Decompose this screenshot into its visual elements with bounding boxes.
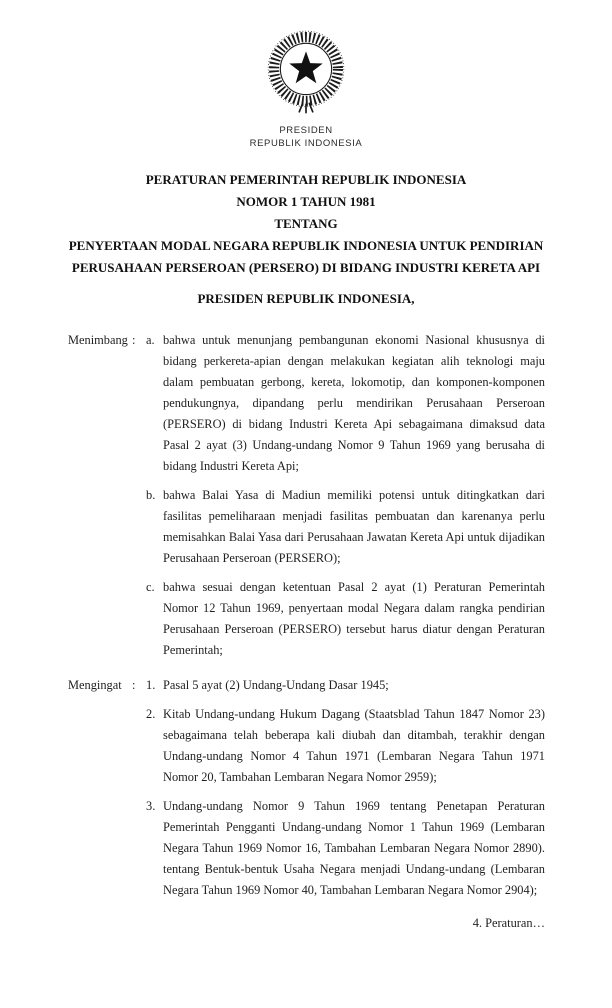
- item-marker: 3.: [146, 799, 156, 813]
- section-separator: :: [132, 333, 136, 347]
- document-header: [0, 30, 612, 150]
- item-marker: 2.: [146, 707, 156, 721]
- title-line-subject-2: PERUSAHAAN PERSEROAN (PERSERO) DI BIDANG INDUSTRI KERETA API: [71, 260, 541, 275]
- item-text: Pasal 5 ayat (2) Undang-Undang Dasar 1945;: [163, 678, 389, 692]
- consideration-item-c: [68, 577, 545, 661]
- item-text: Kitab Undang-undang Hukum Dagang (Staatsblad Tahun 1847 Nomor 23) sebagaimana telah beberapa kali diubah dan ditambah, terakhir dengan Undang-undang Nomor 4 Tahun 1971 (Lembaran Negara Tahun 1971 Nomor 20, Tambahan Lembaran Negara Nomor 2959);: [163, 707, 545, 784]
- document-body: [68, 330, 545, 915]
- item-marker: 1.: [146, 678, 156, 692]
- item-text: bahwa Balai Yasa di Madiun memiliki potensi untuk ditingkatkan dari fasilitas pemeliharaan menjadi fasilitas pembuatan dan karenanya perlu memisahkan Balai Yasa dari Perusahaan Jawatan Kereta Api untuk dijadikan Perusahaan Perseroan (PERSERO);: [163, 488, 545, 565]
- regulation-title: [0, 169, 612, 279]
- wreath-ribbon: [299, 103, 312, 112]
- item-marker: b.: [146, 488, 156, 502]
- section-separator: :: [132, 678, 136, 692]
- colon-spacer: [132, 485, 146, 569]
- item-text: Undang-undang Nomor 9 Tahun 1969 tentang Penetapan Peraturan Pemerintah Pengganti Undang-undang Nomor 1 Tahun 1969 (Lembaran Negara Tahun 1969 Nomor 16, Tambahan Lembaran Negara Nomor 2890). tentang Bentuk-bentuk Usaha Negara menjadi Undang-undang (Lembaran Negara Tahun 1969 Nomor 40, Tambahan Lembaran Negara Nomor 2904);: [163, 799, 545, 897]
- label-spacer: [68, 485, 132, 569]
- label-spacer: [68, 577, 132, 661]
- item-text: bahwa sesuai dengan ketentuan Pasal 2 ayat (1) Peraturan Pemerintah Nomor 12 Tahun 1969, penyertaan modal Negara dalam rangka pendirian Perusahaan Perseroan (PERSERO) tersebut harus diatur dengan Peraturan Pemerintah;: [163, 580, 545, 657]
- consideration-item-b: [68, 485, 545, 569]
- star-icon: [289, 51, 322, 83]
- page-catchword: 4. Peraturan…: [472, 916, 545, 930]
- org-name-line1: PRESIDEN: [279, 125, 333, 136]
- org-name-line2: REPUBLIK INDONESIA: [249, 138, 363, 149]
- item-text: bahwa untuk menunjang pembangunan ekonomi Nasional khususnya di bidang perkereta-apian dengan melakukan kegiatan alih teknologi maju dalam pembuatan gerbong, kereta, lokomotip, dan komponen-komponen pendukungnya, dipandang perlu mendirikan Perusahaan Perseroan (PERSERO) di bidang Industri Kereta Api sebagaimana dimaksud data Pasal 2 ayat (3) Undang-undang Nomor 9 Tahun 1969 yang berusaha di bidang Industri Kereta Api;: [163, 333, 545, 473]
- legal-basis-item-2: [68, 704, 545, 788]
- legal-basis-item-3: [68, 796, 545, 901]
- salutation: PRESIDEN REPUBLIK INDONESIA,: [197, 291, 415, 306]
- presidential-seal-icon: [264, 30, 348, 118]
- consideration-item-a: [68, 330, 545, 477]
- title-line-number: NOMOR 1 TAHUN 1981: [236, 194, 376, 209]
- legal-basis-item-1: [68, 675, 545, 696]
- colon-spacer: [132, 704, 146, 788]
- title-line-regulation: PERATURAN PEMERINTAH REPUBLIK INDONESIA: [145, 172, 467, 187]
- item-marker: c.: [146, 580, 155, 594]
- section-mengingat: [68, 675, 545, 901]
- label-spacer: [68, 704, 132, 788]
- item-marker: a.: [146, 333, 155, 347]
- colon-spacer: [132, 577, 146, 661]
- section-label: Menimbang: [68, 333, 128, 347]
- colon-spacer: [132, 796, 146, 901]
- section-menimbang: [68, 330, 545, 661]
- title-line-subject-1: PENYERTAAN MODAL NEGARA REPUBLIK INDONESIA UNTUK PENDIRIAN: [68, 238, 544, 253]
- label-spacer: [68, 796, 132, 901]
- section-label: Mengingat: [68, 678, 122, 692]
- title-line-tentang: TENTANG: [274, 216, 338, 231]
